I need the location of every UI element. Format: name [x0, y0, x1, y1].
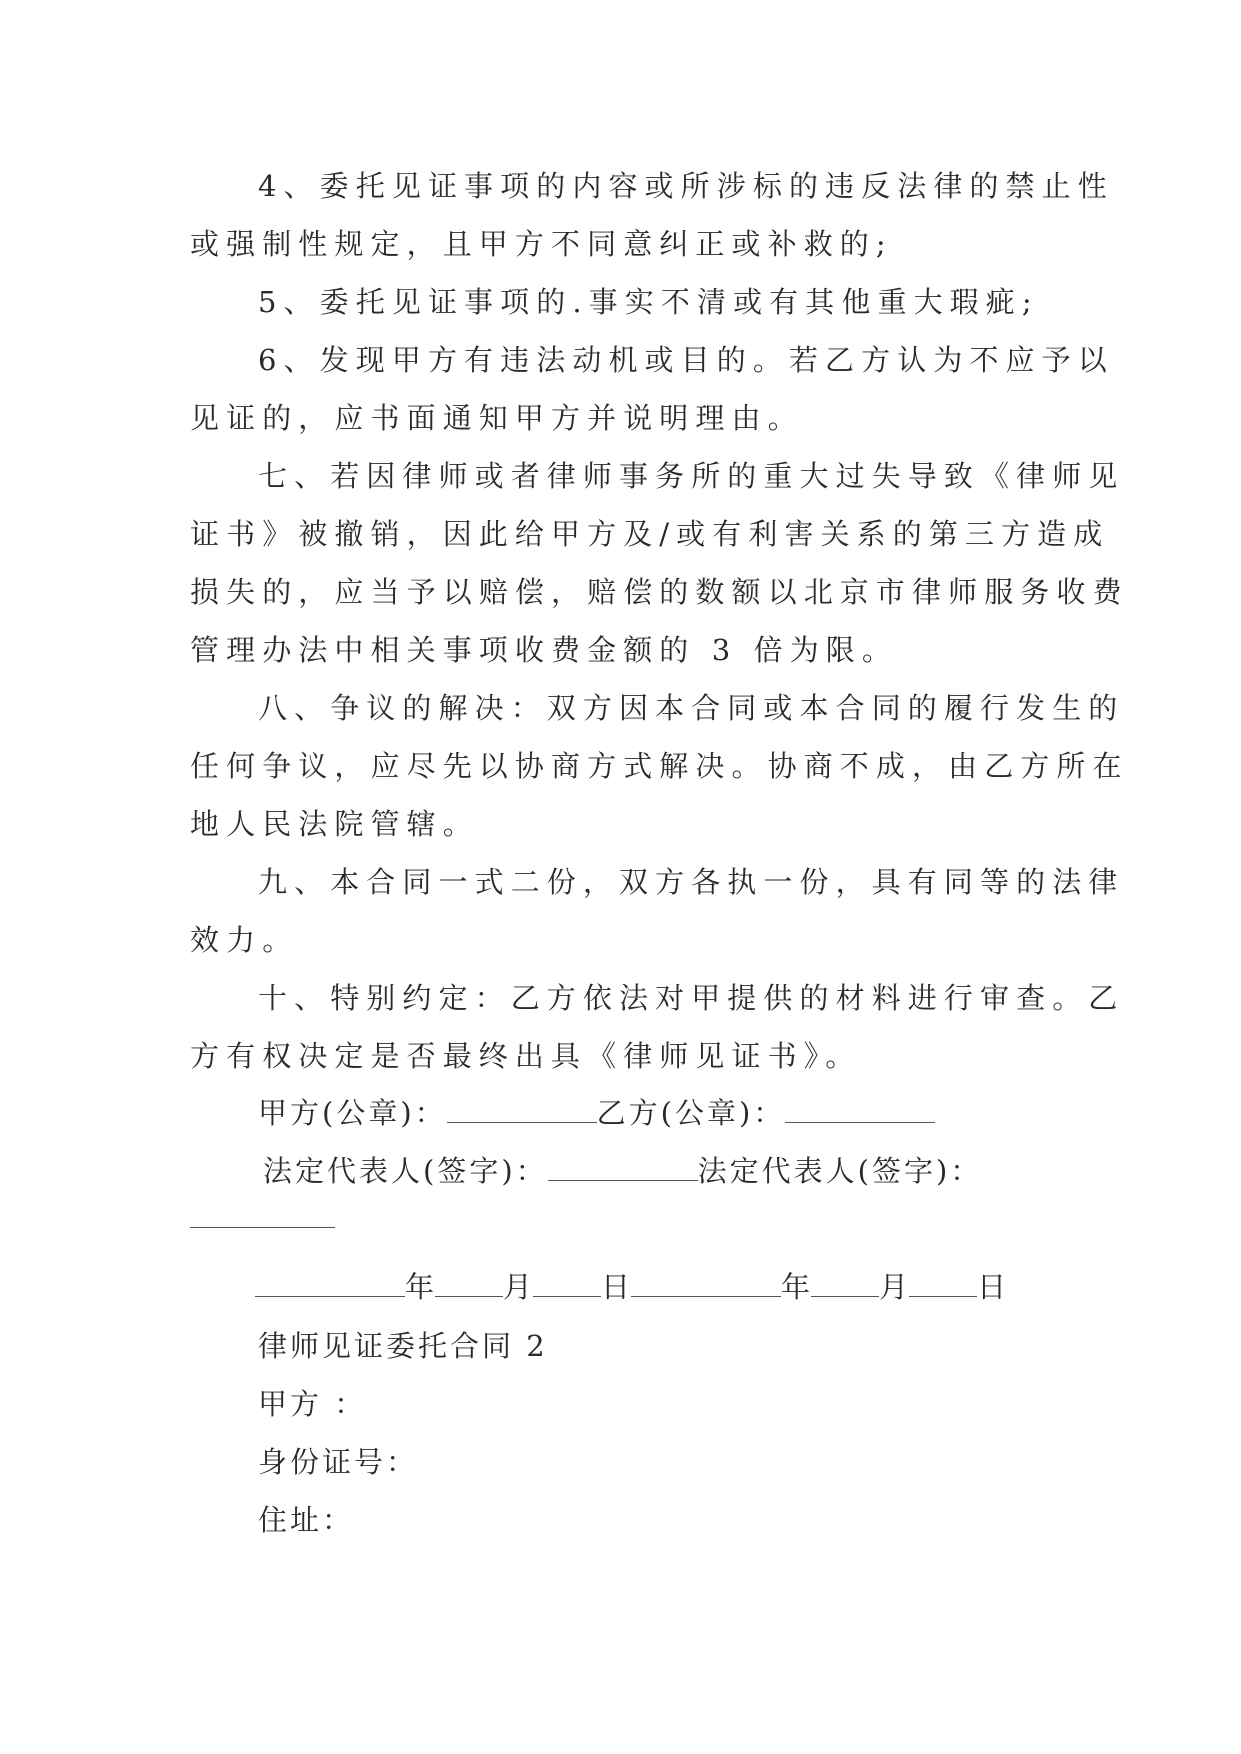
paragraph-line: 七、若因律师或者律师事务所的重大过失导致《律师见 [258, 459, 1125, 493]
party-a-seal-blank[interactable] [447, 1094, 597, 1123]
paragraph-line: 地人民法院管辖。 [190, 807, 479, 841]
month-blank-a[interactable] [435, 1268, 503, 1297]
day-blank-b[interactable] [909, 1268, 977, 1297]
paragraph-line: 任何争议，应尽先以协商方式解决。协商不成，由乙方所在 [190, 749, 1129, 783]
year-blank-b[interactable] [631, 1268, 781, 1297]
month-label: 月 [879, 1270, 910, 1304]
day-label: 日 [601, 1270, 632, 1304]
party-a-seal-label: 甲方(公章)： [258, 1096, 447, 1130]
date-line [255, 1267, 1135, 1307]
paragraph-line: 4、委托见证事项的内容或所涉标的违反法律的禁止性 [258, 169, 1114, 203]
seal-signature-line [258, 1093, 1138, 1133]
paragraph-line: 6、发现甲方有违法动机或目的。若乙方认为不应予以 [258, 343, 1114, 377]
month-label: 月 [503, 1270, 534, 1304]
year-label: 年 [781, 1270, 812, 1304]
id-number-field: 身份证号： [258, 1445, 419, 1479]
paragraph-line: 九、本合同一式二份，双方各执一份，具有同等的法律 [258, 865, 1125, 899]
rep-b-blank[interactable] [190, 1227, 335, 1228]
paragraph-line: 损失的，应当予以赔偿，赔偿的数额以北京市律师服务收费 [190, 575, 1129, 609]
paragraph-line: 或强制性规定，且甲方不同意纠正或补救的; [190, 227, 893, 261]
paragraph-line: 方有权决定是否最终出具《律师见证书》。 [190, 1039, 862, 1073]
rep-a-blank[interactable] [548, 1152, 698, 1181]
paragraph-line: 效力。 [190, 923, 299, 957]
paragraph-line: 管理办法中相关事项收费金额的 3 倍为限。 [190, 633, 898, 667]
day-blank-a[interactable] [533, 1268, 601, 1297]
address-field: 住址： [258, 1503, 355, 1537]
party-b-seal-label: 乙方(公章)： [596, 1096, 786, 1130]
year-label: 年 [405, 1270, 436, 1304]
paragraph-line: 见证的，应书面通知甲方并说明理由。 [190, 401, 804, 435]
year-blank-a[interactable] [255, 1268, 405, 1297]
paragraph-line: 十、特别约定：乙方依法对甲提供的材料进行审查。乙 [258, 981, 1125, 1015]
month-blank-b[interactable] [811, 1268, 879, 1297]
paragraph-line: 证书》被撤销，因此给甲方及/或有利害关系的第三方造成 [190, 517, 1110, 551]
party-a-field: 甲方 ： [258, 1387, 367, 1421]
day-label: 日 [977, 1270, 1008, 1304]
representative-signature-line [263, 1151, 1143, 1191]
party-b-seal-blank[interactable] [785, 1094, 935, 1123]
rep-b-label: 法定代表人(签字)： [697, 1154, 983, 1188]
second-contract-title: 律师见证委托合同 2 [258, 1329, 548, 1363]
paragraph-line: 八、争议的解决：双方因本合同或本合同的履行发生的 [258, 691, 1125, 725]
paragraph-line: 5、委托见证事项的.事实不清或有其他重大瑕疵; [258, 285, 1039, 319]
rep-a-label: 法定代表人(签字)： [263, 1154, 548, 1188]
